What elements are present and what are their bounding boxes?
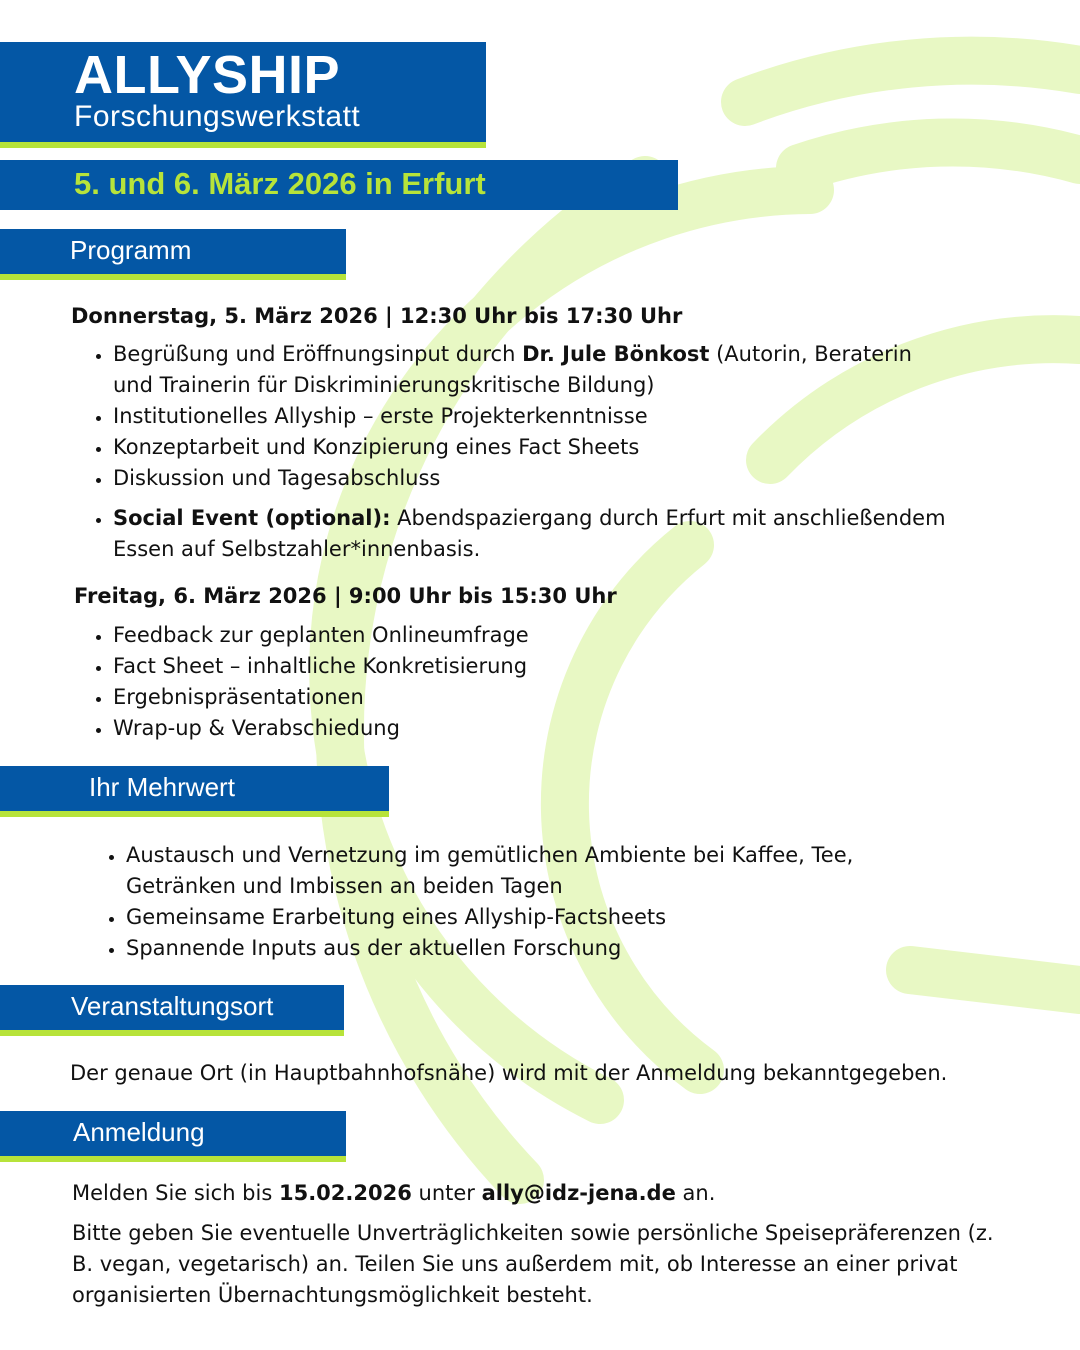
section-title-programm: Programm (70, 235, 192, 265)
location-text: Der genaue Ort (in Hauptbahnhofsnähe) wird mit der Anmeldung bekanntgegeben. (70, 1061, 948, 1085)
day1-list (71, 339, 951, 565)
mehrwert-list (84, 840, 884, 964)
anmeldung-block (72, 1178, 1012, 1311)
registration-email[interactable]: ally@idz-jena.de (481, 1181, 676, 1205)
registration-line: Melden Sie sich bis 15.02.2026 unter ally@idz-jena.de an. (72, 1181, 716, 1205)
day1-block (71, 301, 951, 565)
list-item: • Fact Sheet – inhaltliche Konkretisierung (113, 651, 954, 682)
section-title-mehrwert: Ihr Mehrwert (89, 772, 235, 802)
arc-inner-2 (910, 970, 1080, 990)
list-item: • Begrüßung und Eröffnungsinput durch Dr. Jule Bönkost (Autorin, Beraterin und Trainerin für Diskriminierungskritische Bildung) (113, 339, 951, 401)
event-date-location: 5. und 6. März 2026 in Erfurt (74, 166, 486, 201)
list-item: • Austausch und Vernetzung im gemütlichen Ambiente bei Kaffee, Tee, Getränken und Imbissen an beiden Tagen (126, 840, 884, 902)
mehrwert-block (84, 840, 884, 964)
list-item: • Feedback zur geplanten Onlineumfrage (113, 620, 954, 651)
section-title-veranstaltungsort: Veranstaltungsort (71, 991, 274, 1021)
day1-title: Donnerstag, 5. März 2026 | 12:30 Uhr bis 17:30 Uhr (71, 304, 683, 328)
section-header-anmeldung (0, 1111, 346, 1162)
event-subtitle: Forschungswerkstatt (74, 100, 361, 133)
section-header-veranstaltungsort (0, 985, 344, 1036)
section-header-programm (0, 229, 346, 280)
day2-block (74, 581, 954, 744)
list-item: • Diskussion und Tagesabschluss (113, 463, 951, 494)
arc-outer (745, 61, 1080, 102)
section-header-mehrwert (0, 766, 389, 817)
list-item: • Konzeptarbeit und Konzipierung eines Fact Sheets (113, 432, 951, 463)
list-item: • Social Event (optional): Abendspaziergang durch Erfurt mit anschließendem Essen auf Selbstzahler*innenbasis. (113, 503, 951, 565)
date-bar (0, 160, 678, 210)
day2-title: Freitag, 6. März 2026 | 9:00 Uhr bis 15:30 Uhr (74, 584, 617, 608)
list-item: • Ergebnispräsentationen (113, 682, 954, 713)
title-block (0, 42, 486, 148)
speaker-name: Dr. Jule Bönkost (522, 342, 710, 366)
section-title-anmeldung: Anmeldung (73, 1117, 205, 1147)
list-item: • Gemeinsame Erarbeitung eines Allyship-Factsheets (126, 902, 884, 933)
arc-middle (800, 142, 1080, 168)
list-item: • Institutionelles Allyship – erste Projekterkenntnisse (113, 401, 951, 432)
list-item: • Wrap-up & Verabschiedung (113, 713, 954, 744)
list-item: • Spannende Inputs aus der aktuellen Forschung (126, 933, 884, 964)
registration-deadline: 15.02.2026 (278, 1181, 412, 1205)
ort-block (70, 1058, 1030, 1089)
day2-list (74, 620, 954, 744)
registration-note: Bitte geben Sie eventuelle Unverträglichkeiten sowie persönliche Speisepräferenzen (z. B. vegan, vegetarisch) an. Teilen Sie uns außerdem mit, ob Interesse an einer privat organisierten Übernachtungsmöglichkeit besteht. (72, 1221, 994, 1307)
social-event-label: Social Event (optional): (113, 506, 391, 530)
event-title: ALLYSHIP (74, 45, 341, 105)
